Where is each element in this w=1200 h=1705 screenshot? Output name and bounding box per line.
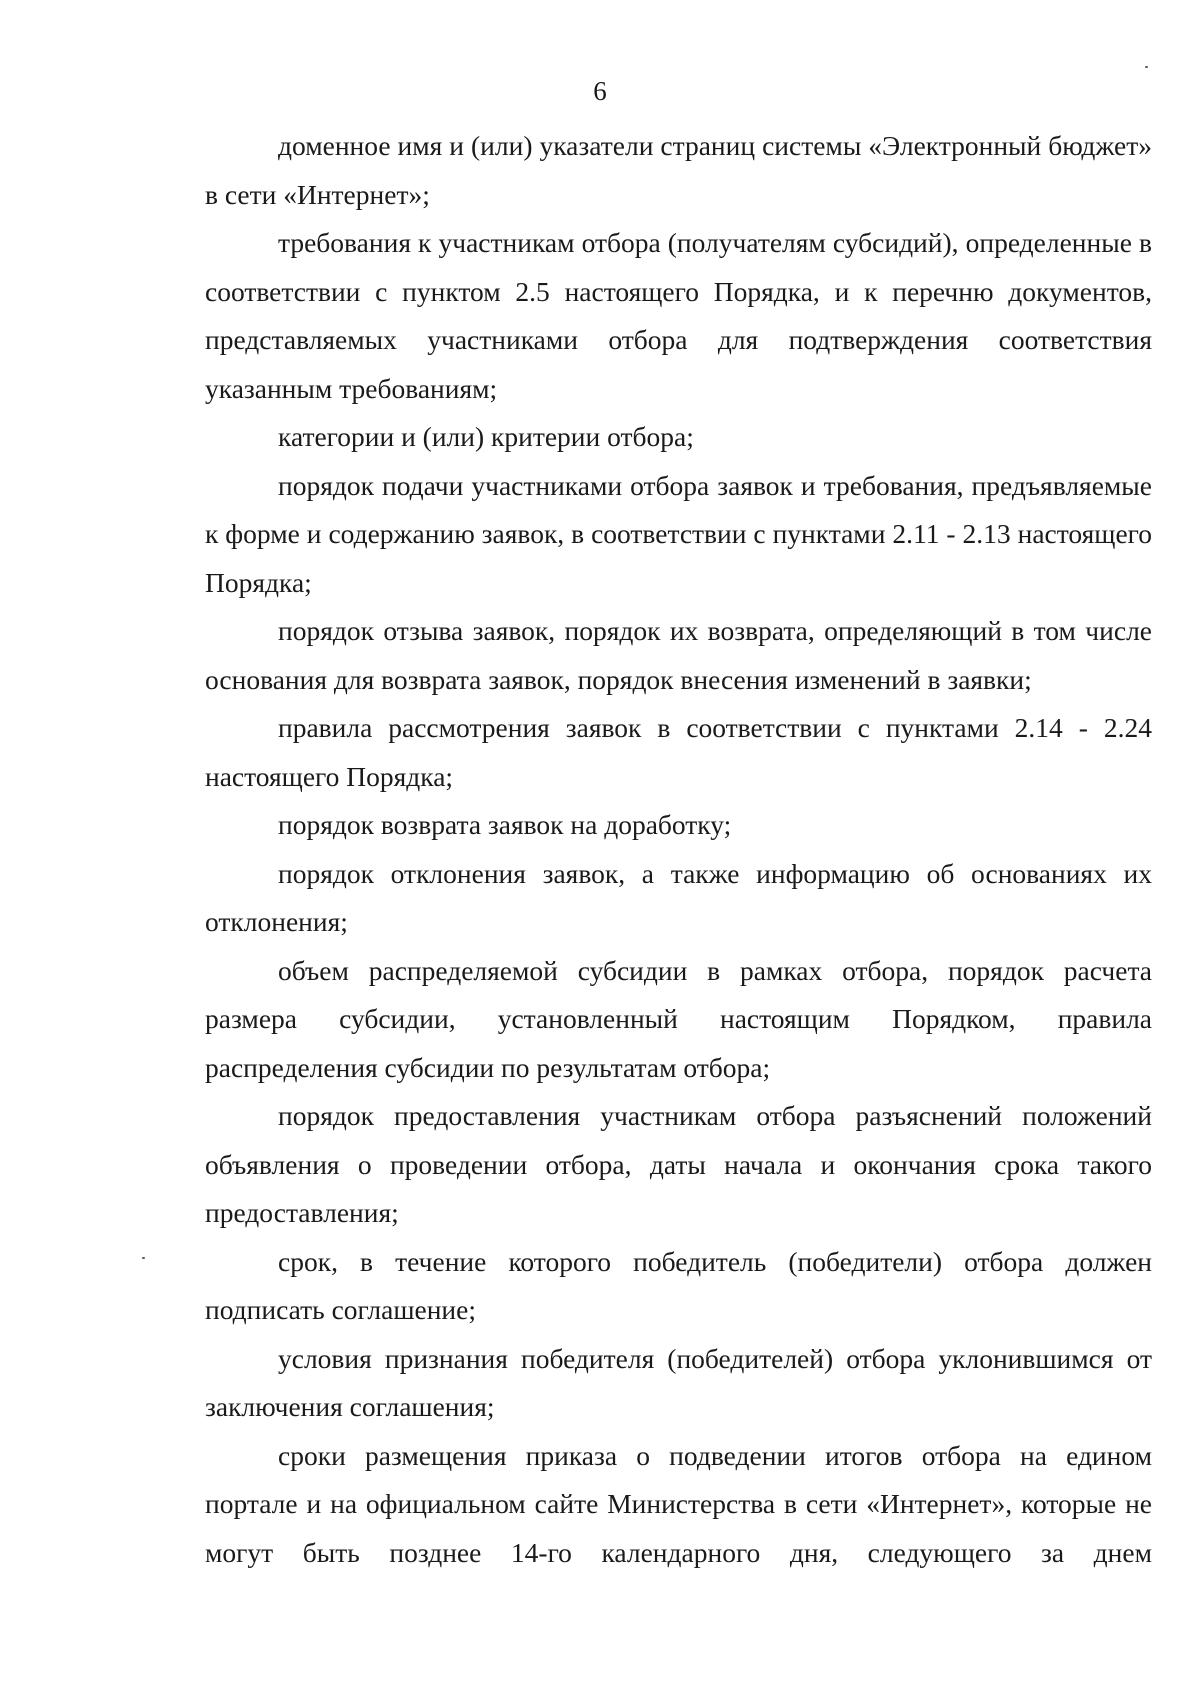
paragraph: срок, в течение которого победитель (победители) отбора должен подписать соглашение; xyxy=(205,1245,1152,1325)
paragraph: правила рассмотрения заявок в соответствии с пунктами 2.14 - 2.24 настоящего Порядка; xyxy=(205,712,1152,792)
page-number: 6 xyxy=(593,76,607,106)
scan-speck-mark xyxy=(142,1257,145,1259)
paragraph: сроки размещения приказа о подведении итогов отбора на едином портале и на официальном сайте Министерства в сети «Интернет», которые не могут быть позднее 14-го календарного дня, следующего за днем xyxy=(205,1439,1152,1568)
paragraph: порядок отзыва заявок, порядок их возврата, определяющий в том числе основания для возврата заявок, порядок внесения изменений в заявки; xyxy=(205,615,1152,695)
paragraph: порядок возврата заявок на доработку; xyxy=(278,809,732,840)
paragraph: порядок отклонения заявок, а также информацию об основаниях их отклонения; xyxy=(205,857,1152,937)
paragraph: категории и (или) критерии отбора; xyxy=(278,421,694,452)
document-body xyxy=(205,122,1152,1577)
paragraph: порядок подачи участниками отбора заявок и требования, предъявляемые к форме и содержанию заявок, в соответствии с пунктами 2.11 - 2.13 настоящего Порядка; xyxy=(205,469,1152,598)
scan-speck-mark xyxy=(1145,66,1148,68)
paragraph: условия признания победителя (победителей) отбора уклонившимся от заключения соглашения; xyxy=(205,1342,1152,1422)
paragraph: объем распределяемой субсидии в рамках отбора, порядок расчета размера субсидии, установленный настоящим Порядком, правила распределения субсидии по результатам отбора; xyxy=(205,954,1152,1083)
paragraph: требования к участникам отбора (получателям субсидий), определенные в соответствии с пунктом 2.5 настоящего Порядка, и к перечню документов, представляемых участниками отбора для подтверждения соответствия указанным требованиям; xyxy=(205,227,1152,404)
paragraph: доменное имя и (или) указатели страниц системы «Электронный бюджет» в сети «Интернет»; xyxy=(205,130,1152,210)
paragraph: порядок предоставления участникам отбора разъяснений положений объявления о проведении отбора, даты начала и окончания срока такого предоставления; xyxy=(205,1100,1152,1228)
